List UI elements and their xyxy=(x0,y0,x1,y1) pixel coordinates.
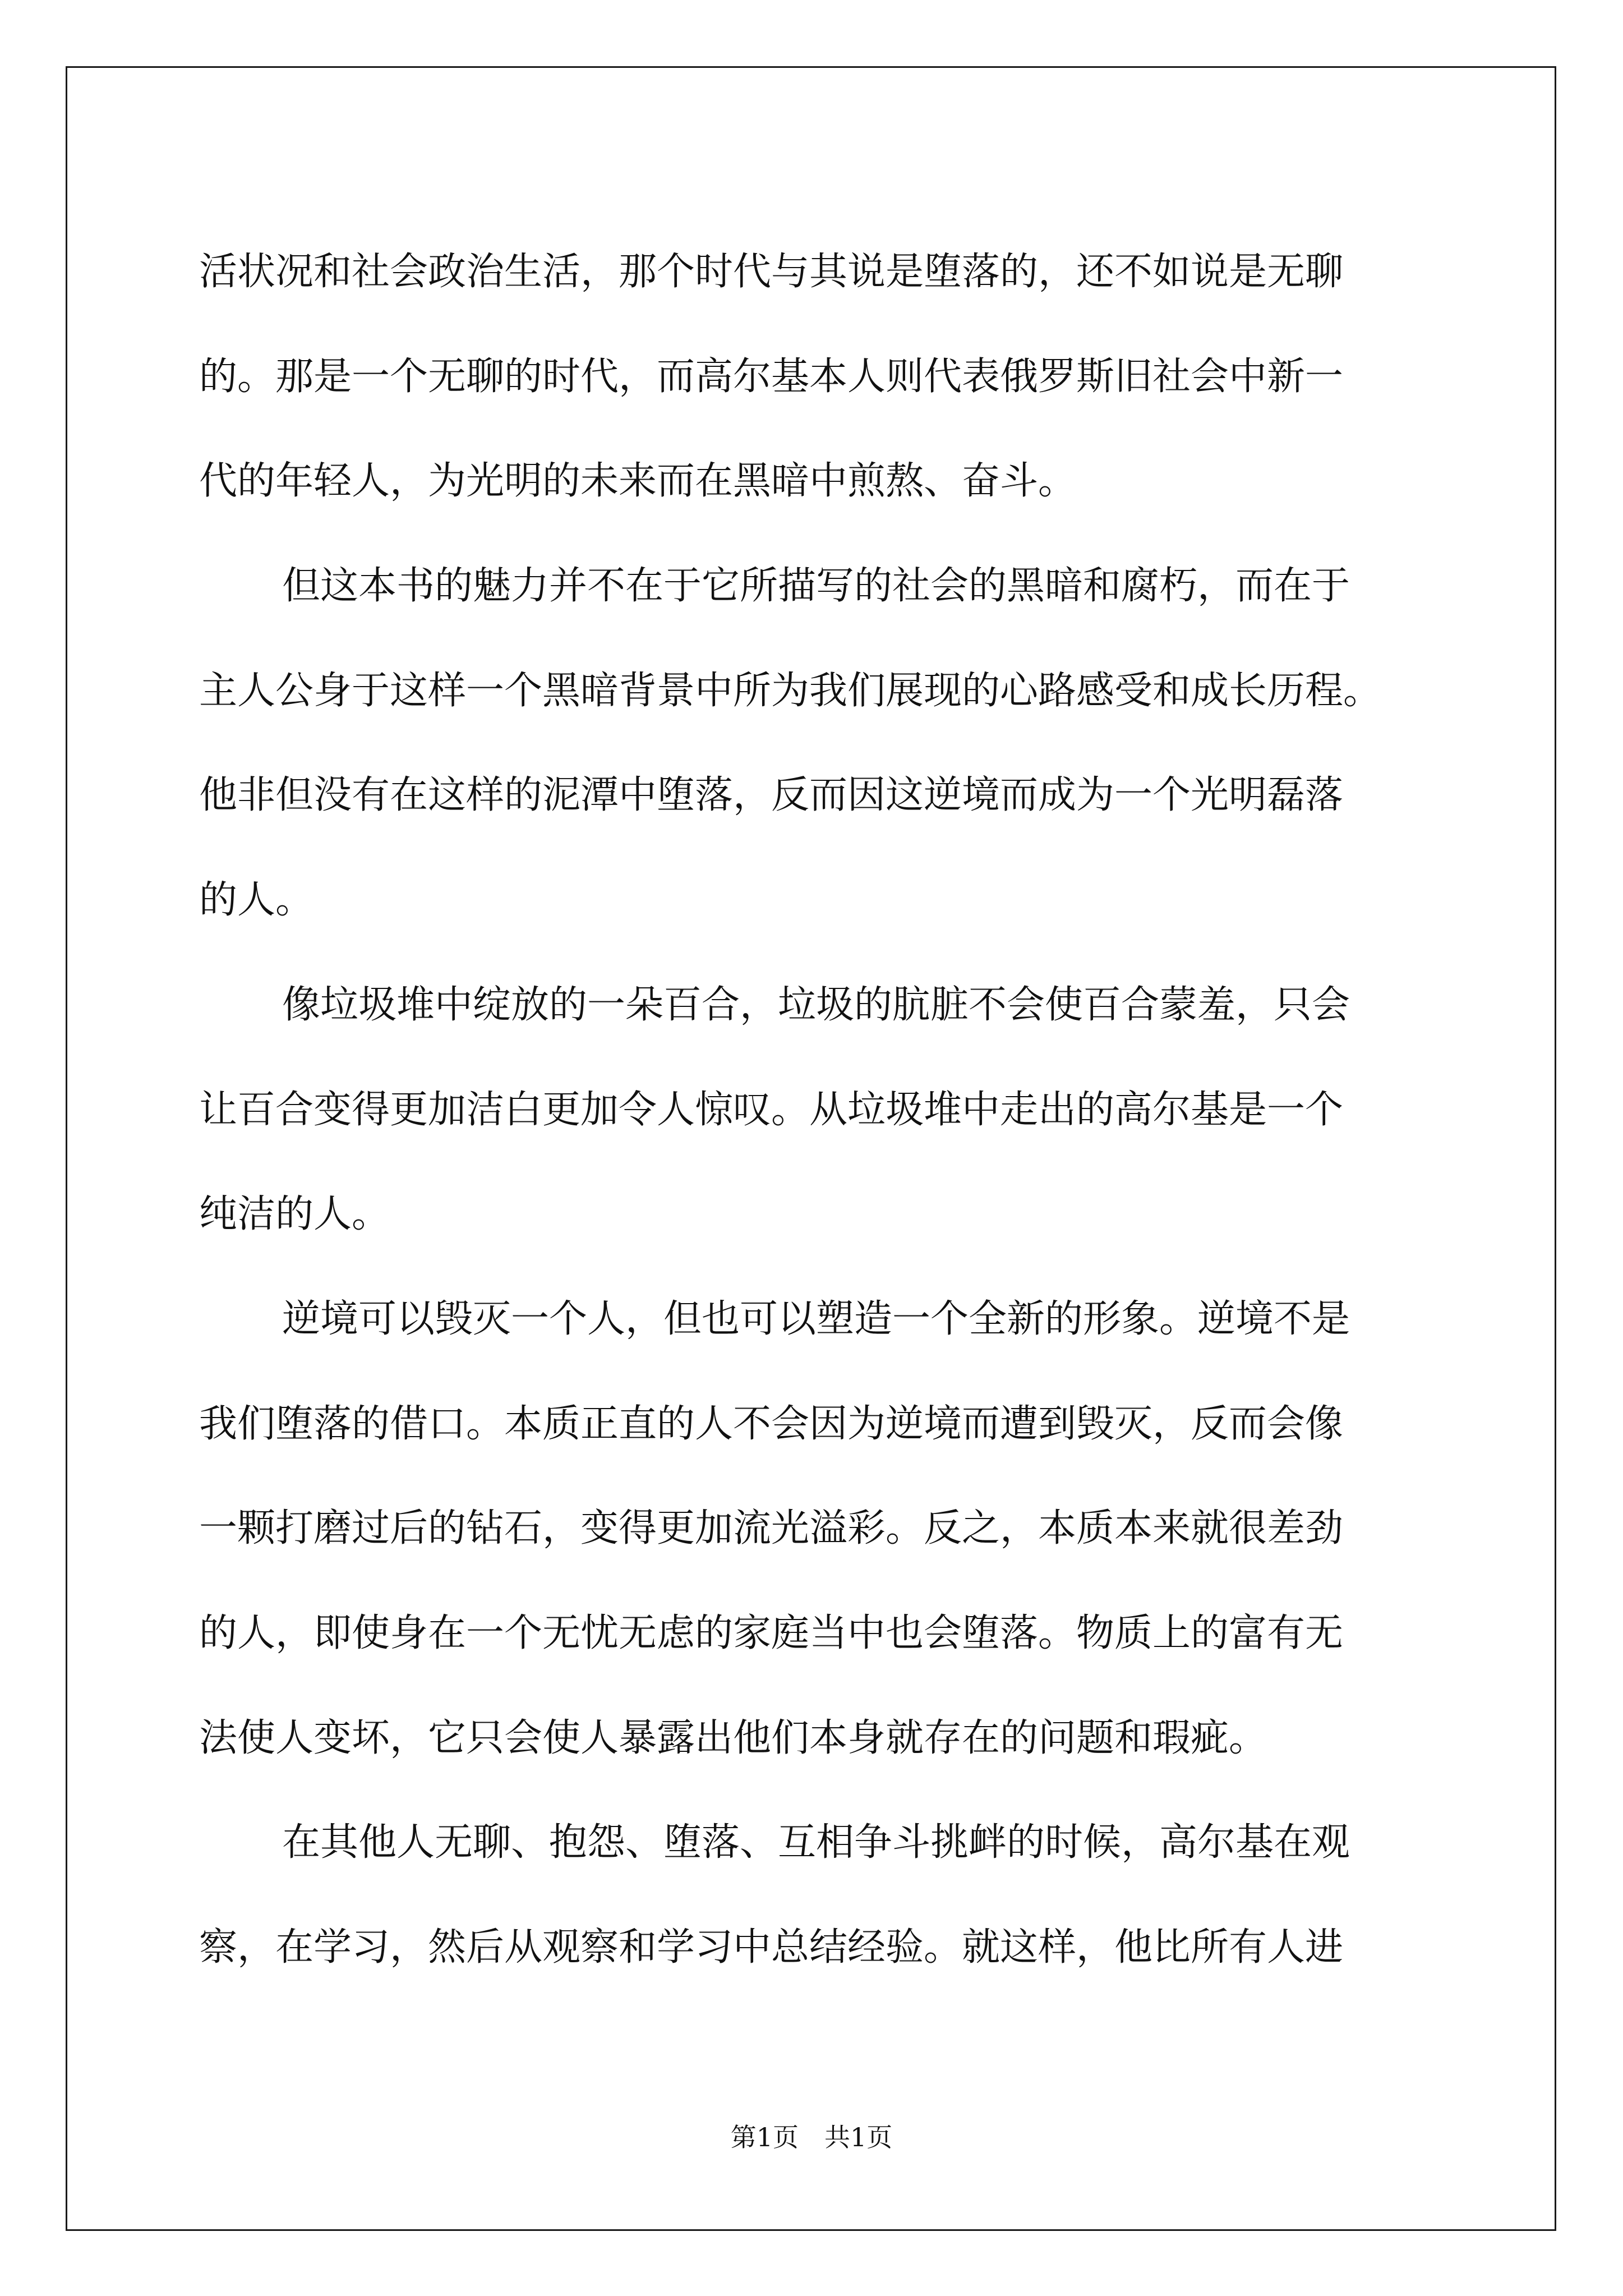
text-line: 的。那是一个无聊的时代，而高尔基本人则代表俄罗斯旧社会中新一 xyxy=(199,354,1344,399)
page-number-footer: 第1页 共1页 xyxy=(730,2122,893,2152)
text-line: 一颗打磨过后的钻石，变得更加流光溢彩。反之，本质本来就很差劲 xyxy=(199,1506,1344,1551)
text-line: 法使人变坏，它只会使人暴露出他们本身就存在的问题和瑕疵。 xyxy=(199,1715,1267,1760)
text-line: 他非但没有在这样的泥潭中堕落，反而因这逆境而成为一个光明磊落 xyxy=(199,773,1344,818)
text-line: 活状况和社会政治生活，那个时代与其说是堕落的，还不如说是无聊 xyxy=(199,250,1344,294)
document-body xyxy=(199,220,1433,2000)
paragraph-first-line: 逆境可以毁灭一个人，但也可以塑造一个全新的形象。逆境不是 xyxy=(282,1296,1350,1341)
text-line: 纯洁的人。 xyxy=(199,1192,390,1237)
text-line: 察，在学习，然后从观察和学习中总结经验。就这样，他比所有人进 xyxy=(199,1925,1344,1970)
text-line: 的人，即使身在一个无忧无虑的家庭当中也会堕落。物质上的富有无 xyxy=(199,1611,1344,1655)
paragraph-first-line: 但这本书的魅力并不在于它所描写的社会的黑暗和腐朽，而在于 xyxy=(282,564,1350,609)
text-line: 代的年轻人，为光明的未来而在黑暗中煎熬、奋斗。 xyxy=(199,459,1077,504)
paragraph-first-line: 在其他人无聊、抱怨、堕落、互相争斗挑衅的时候，高尔基在观 xyxy=(282,1820,1350,1865)
text-line: 的人。 xyxy=(199,878,314,923)
text-line: 我们堕落的借口。本质正直的人不会因为逆境而遭到毁灭，反而会像 xyxy=(199,1401,1344,1446)
text-line: 主人公身于这样一个黑暗背景中所为我们展现的心路感受和成长历程。 xyxy=(199,668,1382,713)
paragraph-first-line: 像垃圾堆中绽放的一朵百合，垃圾的肮脏不会使百合蒙羞，只会 xyxy=(282,982,1350,1027)
text-line: 让百合变得更加洁白更加令人惊叹。从垃圾堆中走出的高尔基是一个 xyxy=(199,1087,1344,1132)
